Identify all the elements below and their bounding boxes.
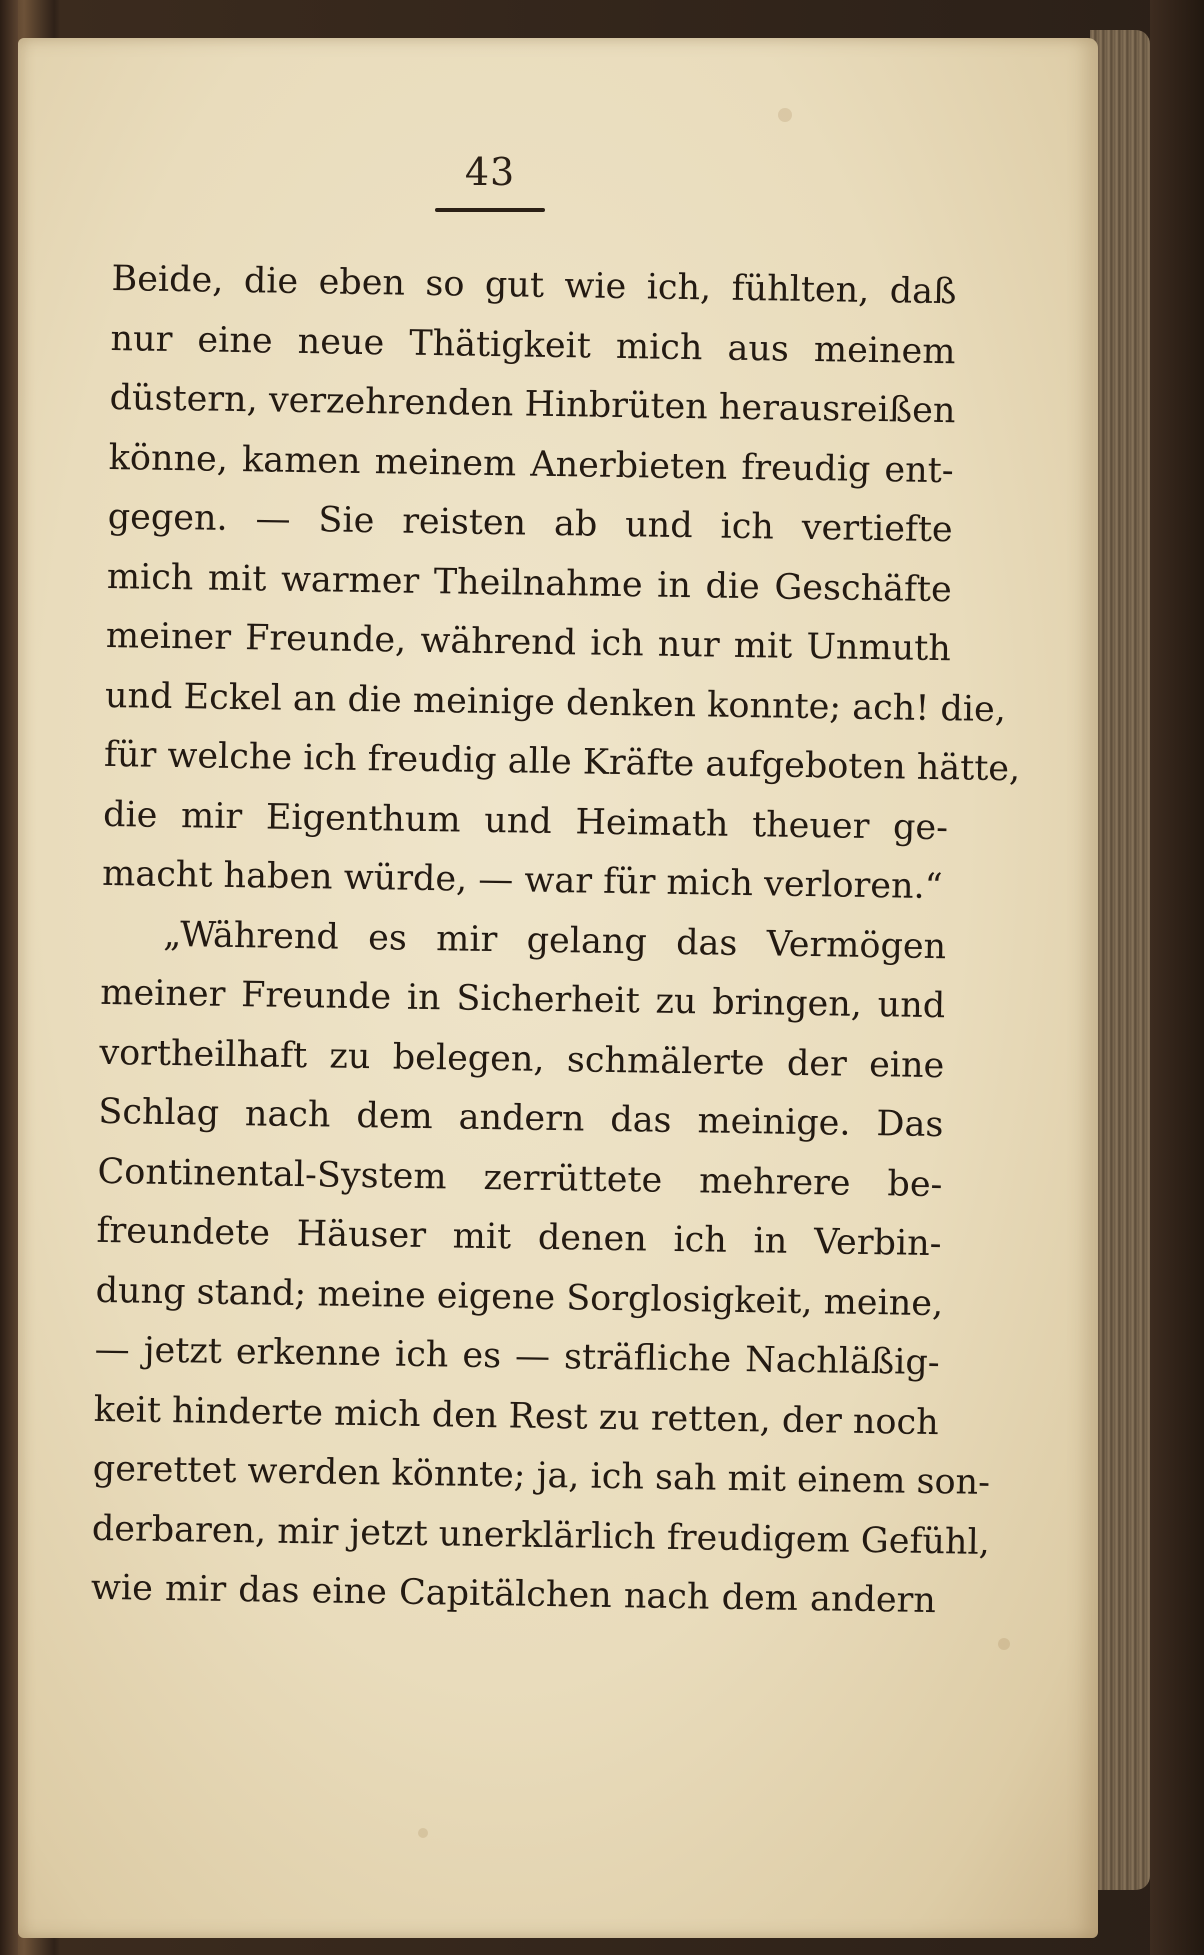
text-line: düstern, verzehrenden Hinbrüten herausreißen xyxy=(109,377,956,432)
paper-spot xyxy=(998,1638,1010,1650)
page-header xyxy=(430,150,550,212)
text-line: Continental-System zerrüttete mehrere be- xyxy=(97,1151,943,1205)
text-line-paragraph-start: „Während es mir gelang das Vermögen xyxy=(162,914,947,967)
page-number: 43 xyxy=(464,150,516,194)
text-line: keit hinderte mich den Rest zu retten, der noch xyxy=(93,1389,939,1443)
text-line: mich mit warmer Theilnahme in die Geschäfte xyxy=(106,556,953,610)
book-spine xyxy=(0,0,18,1955)
text-line: derbaren, mir jetzt unerklärlich freudigem Gefühl, xyxy=(91,1508,991,1563)
page-edges xyxy=(1090,30,1150,1890)
text-line: Schlag nach dem andern das meinige. Das xyxy=(98,1091,944,1146)
text-line: die mir Eigenthum und Heimath theuer ge- xyxy=(102,794,949,848)
text-line: freundete Häuser mit denen ich in Verbin- xyxy=(96,1210,942,1265)
text-line: — jetzt erkenne ich es — sträfliche Nachläßig- xyxy=(94,1329,940,1384)
text-line: wie mir das eine Capitälchen nach dem andern xyxy=(90,1567,937,1622)
text-line: dung stand; meine eigene Sorglosigkeit, meine, xyxy=(95,1270,944,1324)
text-line: gerettet werden könnte; ja, ich sah mit einem son- xyxy=(92,1448,991,1503)
body-text xyxy=(90,250,1021,1632)
text-line: und Eckel an die meinige denken konnte; ach! die, xyxy=(104,675,1007,730)
text-line: nur eine neue Thätigkeit mich aus meinem xyxy=(110,318,956,372)
text-line: für welche ich freudig alle Kräfte aufgeboten hätte, xyxy=(103,734,1021,790)
text-line: gegen. — Sie reisten ab und ich vertiefte xyxy=(107,496,954,551)
text-line: macht haben würde, — war für mich verloren.“ xyxy=(101,853,943,908)
cover-edge xyxy=(1150,0,1204,1955)
text-line: Beide, die eben so gut wie ich, fühlten, daß xyxy=(111,258,957,313)
paper-spot xyxy=(778,108,792,122)
paper-spot xyxy=(418,1828,428,1838)
header-rule xyxy=(435,208,545,212)
text-line: vortheilhaft zu belegen, schmälerte der eine xyxy=(99,1032,945,1086)
text-line: könne, kamen meinem Anerbieten freudig ent- xyxy=(108,437,954,491)
text-line: meiner Freunde in Sicherheit zu bringen, und xyxy=(100,972,946,1027)
text-line: meiner Freunde, während ich nur mit Unmuth xyxy=(105,615,952,670)
